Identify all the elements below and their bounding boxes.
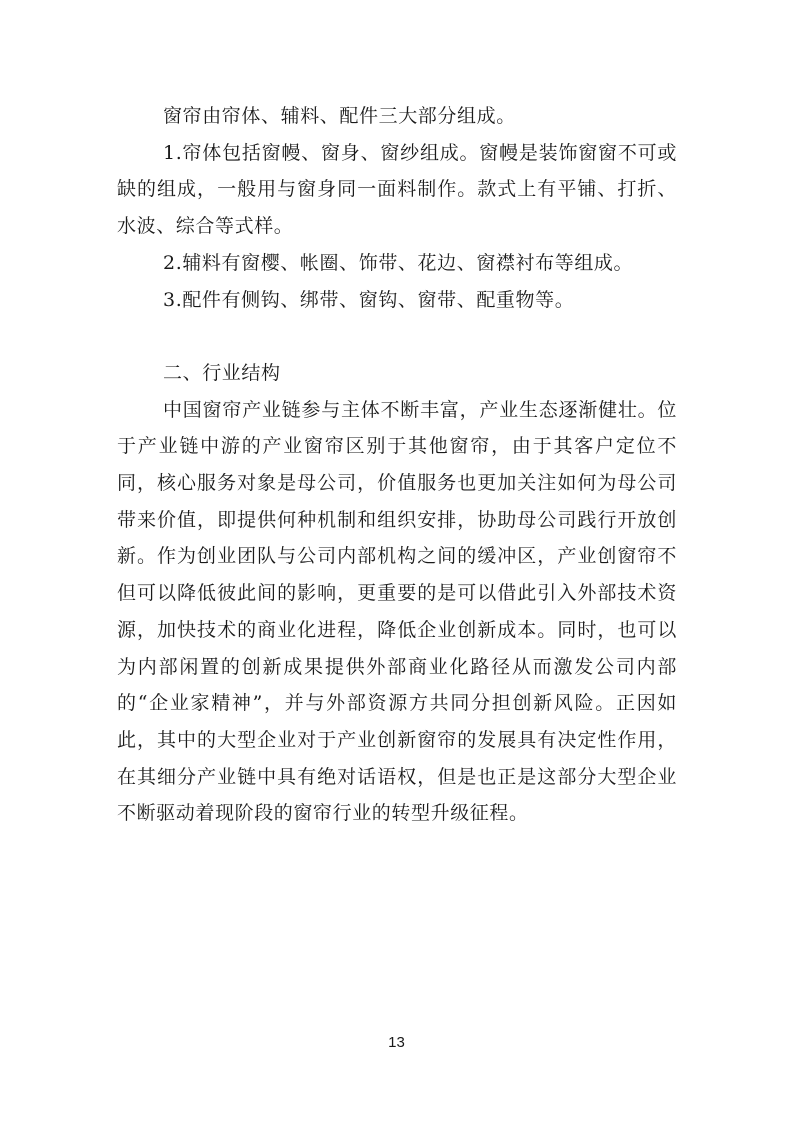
paragraph-item-3: 3.配件有侧钩、绑带、窗钩、窗带、配重物等。 [163, 288, 575, 311]
paragraph-spacer [117, 318, 677, 355]
paragraph-intro: 窗帘由帘体、辅料、配件三大部分组成。 [163, 105, 516, 127]
paragraph-item-2: 2.辅料有窗樱、帐圈、饰带、花边、窗襟衬布等组成。 [163, 251, 634, 274]
page-number: 13 [388, 1034, 405, 1051]
section-heading: 二、行业结构 [163, 361, 281, 384]
section-paragraph: 中国窗帘产业链参与主体不断丰富，产业生态逐渐健壮。位于产业链中游的产业窗帘区别于其他窗帘，由于其客户定位不同，核心服务对象是母公司，价值服务也更加关注如何为母公司带来价值，即提供何种机制和组织安排，协助母公司践行开放创新。作为创业团队与公司内部机构之间的缓冲区，产业创窗帘不但可以降低彼此间的影响，更重要的是可以借此引入外部技术资源，加快技术的商业化进程，降低企业创新成本。同时，也可以为内部闲置的创新成果提供外部商业化路径从而激发公司内部的“企业家精神”，并与外部资源方共同分担创新风险。正因如此，其中的大型企业对于产业创新窗帘的发展具有决定性作用，在其细分产业链中具有绝对话语权，但是也正是这部分大型企业不断驱动着现阶段的窗帘行业的转型升级征程。 [117, 398, 677, 825]
paragraph-item-1: 1.帘体包括窗幔、窗身、窗纱组成。窗幔是装饰窗窗不可或缺的组成，一般用与窗身同一面料制作。款式上有平铺、打折、水波、综合等式样。 [117, 141, 677, 238]
body-text [117, 98, 677, 832]
